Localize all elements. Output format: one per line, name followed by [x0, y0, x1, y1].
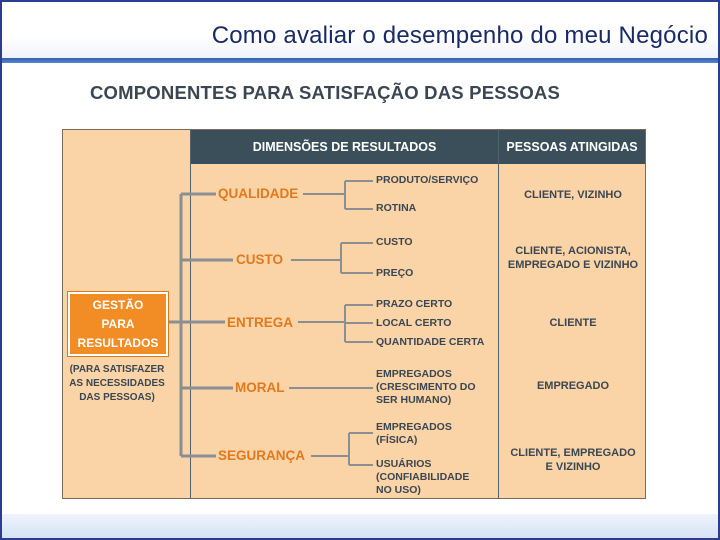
people-line: CLIENTE, ACIONISTA,: [515, 245, 631, 257]
title-bar: [2, 2, 718, 59]
header-dimensions: DIMENSÕES DE RESULTADOS: [191, 130, 498, 164]
results-diagram: [62, 129, 646, 499]
item-custo: CUSTO: [376, 236, 413, 248]
item-rotina: ROTINA: [376, 202, 417, 214]
people-line: CLIENTE, VIZINHO: [524, 189, 622, 201]
item-preco: PREÇO: [376, 267, 414, 279]
people-entrega: [500, 316, 646, 330]
dimension-qualidade: QUALIDADE: [218, 186, 299, 201]
root-note: [69, 363, 165, 405]
item-seguranca-line: (CONFIABILIDADE: [376, 471, 470, 483]
people-qualidade: [500, 188, 646, 202]
gestao-para-resultados-box: [68, 292, 168, 356]
item-moral-line: EMPREGADOS: [376, 368, 452, 380]
header-people: PESSOAS ATINGIDAS: [499, 130, 645, 164]
item-local-certo: LOCAL CERTO: [376, 317, 452, 329]
root-note-line: (PARA SATISFAZER: [69, 364, 165, 375]
people-line: EMPREGADO: [536, 380, 610, 392]
root-line: RESULTADOS: [77, 335, 159, 350]
root-line: PARA: [101, 316, 135, 331]
item-prazo-certo: PRAZO CERTO: [376, 298, 453, 310]
people-moral: [500, 379, 646, 393]
people-line: E VIZINHO: [545, 461, 601, 473]
dimension-moral: MORAL: [235, 380, 285, 395]
root-note-line: AS NECESSIDADES: [69, 378, 165, 389]
item-seguranca-line: (FÍSICA): [376, 434, 418, 446]
dimension-custo: CUSTO: [236, 252, 284, 267]
slide-title: Como avaliar o desempenho do meu Negócio: [211, 22, 708, 49]
item-moral-line: SER HUMANO): [376, 394, 452, 406]
item-quantidade-certa: QUANTIDADE CERTA: [376, 336, 485, 348]
people-line: CLIENTE, EMPREGADO: [510, 447, 636, 459]
diagram-heading: COMPONENTES PARA SATISFAÇÃO DAS PESSOAS: [90, 82, 561, 103]
title-rule: [2, 58, 718, 63]
people-line: EMPREGADO E VIZINHO: [507, 259, 639, 271]
item-seguranca-line: EMPREGADOS: [376, 421, 452, 433]
item-produto-servico: PRODUTO/SERVIÇO: [376, 174, 479, 186]
people-line: CLIENTE: [549, 317, 597, 329]
item-seguranca-line: USUÁRIOS: [376, 458, 432, 470]
dimension-entrega: ENTREGA: [227, 315, 294, 330]
bottom-band: [2, 514, 718, 538]
dimension-seguranca: SEGURANÇA: [218, 448, 306, 463]
people-seguranca: [500, 446, 646, 474]
item-moral-line: (CRESCIMENTO DO: [376, 381, 476, 393]
root-line: GESTÃO: [92, 297, 144, 312]
people-custo: [500, 244, 646, 272]
item-seguranca-line: NO USO): [376, 484, 421, 496]
root-note-line: DAS PESSOAS): [79, 392, 155, 403]
